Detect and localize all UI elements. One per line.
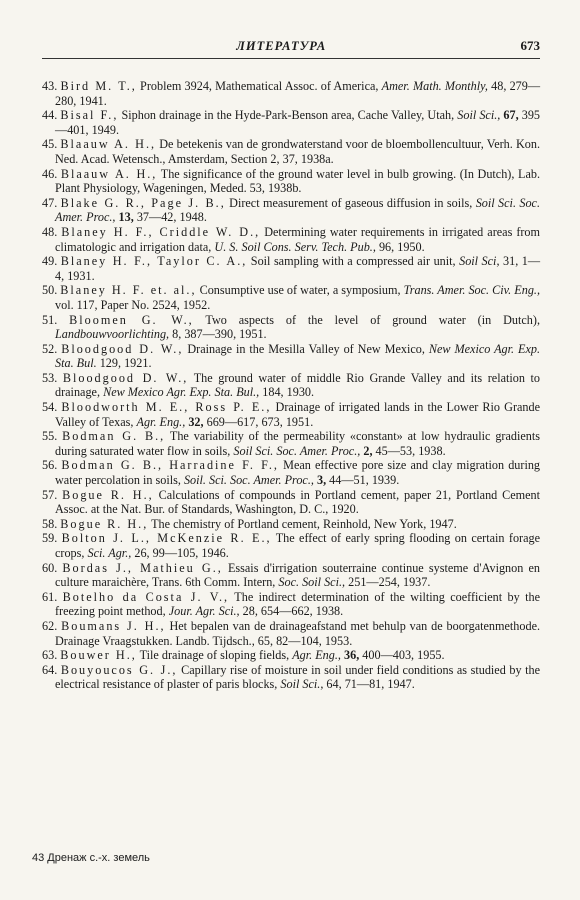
reference-number: 45. [42, 137, 58, 152]
reference-author: Bisal F., [60, 108, 119, 123]
reference-journal: Trans. Amer. Soc. Civ. Eng., [403, 283, 541, 298]
reference-item [42, 517, 540, 532]
reference-item [42, 619, 540, 648]
page-number: 673 [520, 38, 540, 53]
reference-item [42, 561, 540, 590]
reference-item [42, 108, 540, 137]
reference-title: De betekenis van de grondwaterstand voor de bloembollencultuur, Verh. Kon. Ned. Acad. Wetensch., Amsterdam, Section 2, 37, 1938a. [55, 137, 541, 166]
reference-item [42, 79, 540, 108]
reference-number: 62. [42, 618, 58, 633]
reference-item [42, 225, 540, 254]
reference-author: Bird M. T., [60, 79, 137, 93]
reference-author: Bloodworth M. E., Ross P. E., [61, 400, 272, 415]
reference-pages-year: 26, 99—105, 1946. [134, 546, 229, 560]
reference-title: Tile drainage of sloping fields, [139, 648, 290, 663]
reference-pages-year: 48, 279—280, 1941. [55, 79, 541, 108]
reference-journal: Soil Sci. Soc. Amer. Proc., [55, 195, 541, 225]
reference-author: Bodman G. B., Harradine F. F., [61, 458, 279, 473]
reference-journal: Soc. Soil Sci., [278, 575, 346, 590]
reference-title: Direct measurement of gaseous diffusion in soils, [229, 195, 473, 210]
reference-number: 51. [42, 312, 58, 327]
reference-author: Bouyoucos G. J., [60, 662, 178, 677]
reference-title: Problem 3924, Mathematical Assoc. of America, [140, 79, 379, 93]
reference-journal: Agr. Eng., [292, 648, 341, 663]
reference-number: 56. [42, 458, 58, 473]
reference-author: Blaney H. F., Criddle W. D., [61, 224, 261, 239]
reference-pages-year: 64, 71—81, 1947. [326, 677, 415, 692]
reference-volume: 32, [188, 414, 204, 429]
reference-item [42, 137, 540, 166]
reference-author: Bogue R. H., [62, 487, 154, 502]
reference-title: Consumptive use of water, a symposium, [199, 283, 401, 298]
reference-number: 64. [42, 662, 58, 677]
reference-number: 43. [42, 79, 58, 93]
reference-volume: 3, [316, 473, 327, 488]
reference-volume: 36, [344, 648, 360, 663]
reference-author: Bloodgood D. W., [61, 341, 184, 356]
reference-number: 48. [42, 224, 58, 239]
reference-title: Determining water requirements in irrigated areas from climatologic and irrigation data, [55, 224, 541, 254]
reference-pages-year: 251—254, 1937. [348, 575, 431, 590]
reference-volume: 67, [503, 108, 519, 123]
reference-title: Essais d'irrigation souterraine continue systeme d'Avignon en culture maraichère, Trans. 6th Comm. Intern, [55, 560, 541, 590]
reference-author: Blaney H. F. et. al., [60, 283, 197, 298]
reference-journal: Agr. Eng., [136, 414, 186, 429]
reference-item [42, 400, 540, 429]
reference-author: Bloomen G. W., [69, 312, 194, 327]
reference-journal: Soil Sci., [280, 677, 324, 692]
reference-journal: Sci. Agr., [87, 546, 132, 560]
reference-item [42, 458, 540, 487]
reference-author: Botelho da Costa J. V., [62, 589, 230, 604]
reference-journal: Soil Sci., [457, 108, 501, 123]
reference-pages-year: 31, 1—4, 1931. [55, 254, 541, 283]
reference-number: 61. [42, 589, 58, 604]
reference-title: Mean effective pore size and clay migration during water percolation in soils, [55, 458, 541, 488]
reference-pages-year: 8, 387—390, 1951. [172, 327, 267, 342]
reference-pages-year: 400—403, 1955. [362, 648, 445, 663]
reference-author: Bordas J., Mathieu G., [62, 560, 223, 575]
reference-title: The variability of the permeability «constant» at low hydraulic gradients during saturated water flow in soils, [55, 429, 541, 458]
reference-number: 54. [42, 400, 58, 415]
reference-pages-year: 28, 654—662, 1938. [242, 604, 344, 619]
reference-pages-year: 395—401, 1949. [55, 108, 541, 137]
reference-number: 44. [42, 108, 58, 123]
reference-item [42, 254, 540, 283]
reference-item [42, 283, 540, 312]
reference-number: 55. [42, 429, 58, 444]
reference-title: Two aspects of the level of ground water (in Dutch), [205, 312, 540, 327]
reference-author: Bolton J. L., McKenzie R. E., [61, 531, 272, 546]
reference-number: 47. [42, 195, 58, 210]
reference-journal: U. S. Soil Cons. Serv. Tech. Pub., [214, 239, 376, 254]
reference-author: Bloodgood D. W., [62, 370, 189, 385]
reference-title: Calculations of compounds in Portland cement, paper 21, Portland Cement Assoc. at the Nat. Bur. of Standards, Washington, D. C., 1920. [55, 487, 541, 517]
reference-item [42, 342, 540, 371]
reference-number: 57. [42, 487, 58, 502]
reference-pages-year: 45—53, 1938. [375, 443, 446, 458]
reference-author: Bogue R. H., [60, 516, 149, 531]
reference-pages-year: 129, 1921. [99, 356, 152, 371]
reference-title: Drainage of irrigated lands in the Lower Rio Grande Valley of Texas, [55, 400, 541, 429]
reference-author: Bouwer H., [60, 648, 137, 663]
reference-item [42, 648, 540, 663]
reference-list [42, 79, 540, 692]
reference-journal: New Mexico Agr. Exp. Sta. Bul. [55, 341, 541, 371]
reference-volume: 13, [118, 210, 134, 225]
reference-author: Blake G. R., Page J. B., [60, 195, 226, 210]
reference-journal: Soil. Sci. Soc. Amer. Proc., [183, 473, 314, 488]
reference-title: The ground water of middle Rio Grande Valley and its relation to drainage, [55, 370, 541, 400]
reference-journal: Jour. Agr. Sci., [168, 604, 240, 619]
reference-author: Blaauw A. H., [60, 137, 157, 152]
reference-pages-year: 669—617, 673, 1951. [206, 414, 314, 429]
reference-journal: New Mexico Agr. Exp. Sta. Bul., [103, 385, 260, 400]
reference-title: Het bepalen van de drainageafstand met behulp van de boorgatenmethode. Drainage Vraagstukken. Landb. Tijdsch., 65, 82—104, 1953. [55, 618, 541, 648]
printer-signature: 43 Дренаж с.-х. земель [32, 852, 150, 864]
reference-title: Drainage in the Mesilla Valley of New Mexico, [187, 341, 425, 356]
reference-pages-year: vol. 117, Paper No. 2524, 1952. [55, 297, 211, 312]
reference-author: Blaauw A. H., [60, 166, 158, 181]
reference-number: 46. [42, 166, 58, 181]
reference-journal: Amer. Math. Monthly, [381, 79, 488, 93]
reference-journal: Soil Sci. Soc. Amer. Proc., [233, 443, 361, 458]
reference-number: 49. [42, 254, 58, 269]
reference-title: The chemistry of Portland cement, Reinhold, New York, 1947. [151, 516, 457, 531]
reference-title: Siphon drainage in the Hyde-Park-Benson area, Cache Valley, Utah, [121, 108, 455, 123]
reference-journal: Landbouwvoorlichting, [55, 327, 170, 342]
reference-title: Capillary rise of moisture in soil under field conditions as studied by the electrical resistance of plaster of paris blocks, [55, 662, 541, 692]
reference-author: Bodman G. B., [62, 429, 166, 444]
reference-item [42, 196, 540, 225]
reference-author: Boumans J. H., [61, 618, 166, 633]
reference-number: 59. [42, 531, 58, 546]
running-head [42, 38, 540, 59]
reference-journal: Soil Sci, [459, 254, 500, 269]
reference-item [42, 488, 540, 517]
reference-item [42, 590, 540, 619]
reference-number: 60. [42, 560, 58, 575]
reference-item [42, 663, 540, 692]
reference-item [42, 313, 540, 342]
reference-title: The effect of early spring flooding on certain forage crops, [55, 531, 541, 560]
reference-item [42, 371, 540, 400]
reference-number: 50. [42, 283, 58, 298]
reference-title: The indirect determination of the wilting coefficient by the freezing point method, [55, 589, 541, 619]
reference-pages-year: 184, 1930. [262, 385, 315, 400]
reference-title: The significance of the ground water level in bulb growing. (In Dutch), Lab. Plant Physiology, Wageningen, Meded. 53, 1938b. [55, 166, 541, 196]
reference-item [42, 531, 540, 560]
reference-title: Soil sampling with a compressed air unit, [250, 254, 456, 269]
reference-pages-year: 44—51, 1939. [329, 473, 400, 488]
reference-pages-year: 37—42, 1948. [136, 210, 207, 225]
reference-pages-year: 96, 1950. [378, 239, 425, 254]
running-head-title: ЛИТЕРАТУРА [236, 39, 327, 53]
reference-number: 53. [42, 370, 58, 385]
reference-item [42, 167, 540, 196]
reference-number: 58. [42, 516, 58, 531]
reference-author: Blaney H. F., Taylor C. A., [60, 254, 248, 269]
reference-item [42, 429, 540, 458]
reference-number: 52. [42, 341, 58, 356]
reference-volume: 2, [363, 443, 373, 458]
reference-number: 63. [42, 648, 58, 663]
